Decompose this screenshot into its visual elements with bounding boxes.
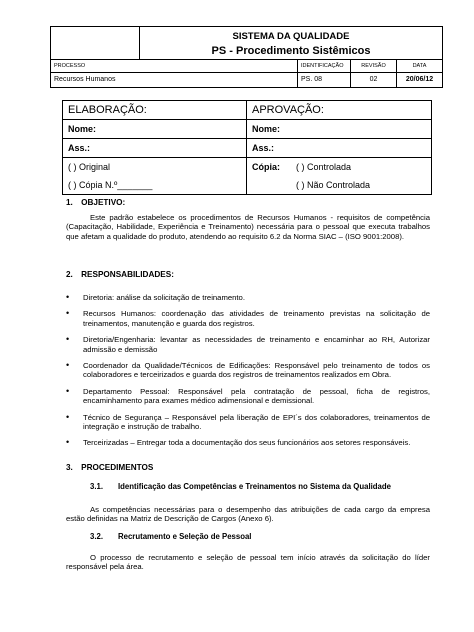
- elaboracao-heading: ELABORAÇÃO:: [63, 101, 247, 119]
- document-title: PS - Procedimento Sistêmicos: [211, 45, 371, 57]
- subsection-3-1-heading: [90, 482, 391, 491]
- list-item: • Departamento Pessoal: Responsável pela contratação de pessoal, ficha de registros, encaminhamento para exames médico adimensional e demissional.: [66, 387, 430, 406]
- header-title-cell: [140, 27, 442, 59]
- list-item: • Terceirizadas – Entregar toda a documentação dos seus funcionários aos setores responsáveis.: [66, 438, 430, 447]
- section-objetivo-heading: [66, 198, 125, 207]
- list-item: • Coordenador da Qualidade/Técnicos de Edificações: Responsável pelo treinamento de todos os colaboradores e terceirizados e guarda dos registros de treinamentos realizados em Obra.: [66, 361, 430, 380]
- revisao-label: REVISÃO: [351, 60, 397, 72]
- objetivo-paragraph: Este padrão estabelece os procedimentos de Recursos Humanos - requisitos de competência (Capacitação, Habilidade, Experiência e Treinamento) necessária para o pessoal que executa trabalhos que afetam a qualidade do produto, atendendo ao requisito 6.2 da Norma SIAC – (ISO 9001:2008).: [66, 213, 430, 241]
- list-item: • Diretoria/Engenharia: levantar as necessidades de treinamento e encaminhar ao RH, Autorizar admissão e demissão: [66, 335, 430, 354]
- section-title: RESPONSABILIDADES:: [81, 270, 174, 279]
- section-number: 2.: [66, 270, 73, 279]
- subsection-3-2-heading: [90, 532, 251, 541]
- aprovacao-heading: APROVAÇÃO:: [252, 104, 324, 116]
- processo-value: Recursos Humanos: [51, 73, 298, 87]
- processo-label: PROCESSO: [51, 60, 298, 72]
- subsection-title: Recrutamento e Seleção de Pessoal: [118, 532, 252, 541]
- elaboracao-nome-label: Nome:: [63, 120, 247, 138]
- list-item: • Técnico de Segurança – Responsável pela liberação de EPI´s dos colaboradores, treinamentos de integração e instrução de trabalho.: [66, 413, 430, 432]
- nao-controlada-option: ( ) Não Controlada: [296, 180, 371, 190]
- aprovacao-nome-label: Nome:: [252, 124, 281, 134]
- responsabilidades-list: [66, 293, 430, 455]
- elaboracao-ass-label: Ass.:: [63, 139, 247, 157]
- system-title: SISTEMA DA QUALIDADE: [232, 31, 350, 42]
- revisao-value: 02: [351, 73, 397, 87]
- list-item: • Diretoria: análise da solicitação de treinamento.: [66, 293, 430, 302]
- copia-label: Cópia:: [252, 162, 280, 172]
- identificacao-label: IDENTIFICAÇÃO: [298, 60, 351, 72]
- subsection-3-2-paragraph: O processo de recrutamento e seleção de pessoal tem início através da solicitação do líder responsável pela área.: [66, 553, 430, 572]
- section-responsabilidades-heading: [66, 270, 174, 279]
- document-header-table: [50, 26, 443, 88]
- subsection-number: 3.1.: [90, 482, 104, 491]
- original-option: ( ) Original: [68, 162, 111, 172]
- data-value: 20/06/12: [405, 76, 434, 83]
- subsection-number: 3.2.: [90, 532, 104, 541]
- logo-cell: [51, 27, 140, 59]
- section-number: 3.: [66, 463, 73, 472]
- section-number: 1.: [66, 198, 73, 207]
- subsection-3-1-paragraph: As competências necessárias para o desempenho das atribuições de cada cargo da empresa estão definidas na Matriz de Descrição de Cargos (Anexo 6).: [66, 505, 430, 524]
- controlada-option: ( ) Controlada: [296, 162, 352, 172]
- section-procedimentos-heading: [66, 463, 153, 472]
- section-title: PROCEDIMENTOS: [81, 463, 154, 472]
- identificacao-value: PS. 08: [298, 73, 351, 87]
- approval-table: [62, 100, 432, 195]
- section-title: OBJETIVO:: [81, 198, 126, 207]
- aprovacao-ass-label: Ass.:: [252, 143, 275, 153]
- list-item: • Recursos Humanos: coordenação das atividades de treinamento previstas na solicitação de treinamentos, manutenção e guarda dos registros.: [66, 309, 430, 328]
- data-label: DATA: [412, 63, 427, 69]
- subsection-title: Identificação das Competências e Treinamentos no Sistema da Qualidade: [118, 482, 391, 491]
- copia-numero-option: ( ) Cópia N.º_______: [68, 180, 153, 190]
